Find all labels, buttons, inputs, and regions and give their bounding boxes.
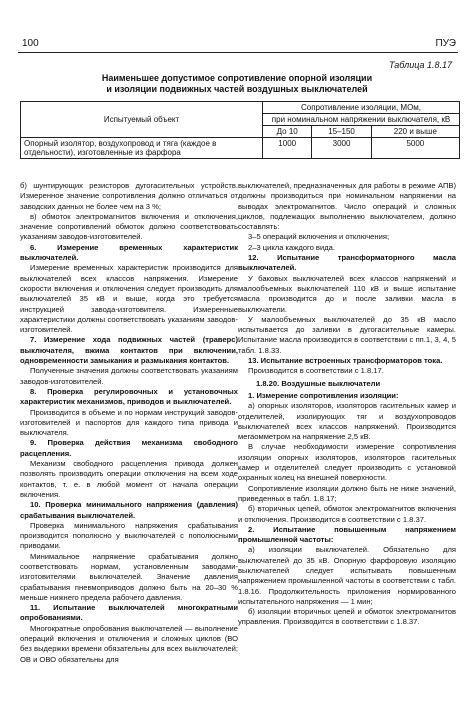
paragraph: выключателей, предназначенных для работы в режиме АПВ) должны производиться при номинальном напряжении на выводах электромагнитов. Число операций и сложных циклов, подлежащих выполнению выключателем, должно составлять: [238, 181, 456, 232]
section-heading: 10. Проверка минимального напряжения (давления) срабатывания выключателей. [20, 500, 238, 520]
running-header [18, 38, 458, 53]
section-heading: 2. Испытание повышенным напряжением промышленной частоты: [238, 524, 456, 545]
section-heading: 12. Испытание трансформаторного масла выключателей. [238, 253, 456, 273]
section-heading: 8. Проверка регулировочных и установочных характеристик механизмов, приводов и выключателей. [20, 386, 238, 407]
section-heading: 9. Проверка действия механизма свободного расцепления. [20, 438, 238, 458]
table-title [0, 73, 474, 95]
paragraph: Измерение временных характеристик производится для выключателей всех классов напряжения. Измерение скорости включения и отключения следует производить для выключателей 35 кВ и выше, когда это требуется инструкцией завода-изготовителя. Измеренные характеристики должны соответствовать указаниям заводов-изготовителей. [20, 263, 238, 335]
section-heading: 6. Измерение временных характеристик выключателей. [20, 242, 238, 263]
table-row [21, 138, 460, 159]
left-text-column [20, 181, 238, 665]
table-header-voltage: 15–150 [312, 126, 371, 138]
paragraph: Полученные значения должны соответствовать указаниям заводов-изготовителей. [20, 366, 238, 386]
section-heading: 11. Испытание выключателей многократными опробованиями. [20, 603, 238, 623]
table-header-resistance: Сопротивление изоляции, МОм, [263, 102, 460, 114]
section-heading: 1.8.20. Воздушные выключатели [256, 378, 381, 388]
right-text-column [238, 181, 456, 628]
paragraph: В случае необходимости измерение сопротивления изоляции опорных изоляторов, изоляторов гасительных камер и отделителей следует производить с установкой охранных колец на внешней поверхности. [238, 442, 456, 483]
table-header-resistance-sub: при номинальном напряжении выключателя, кВ [263, 114, 460, 126]
table-title-line: и изоляции подвижных частей воздушных выключателей [106, 84, 368, 94]
paragraph: Механизм свободного расцепления привода должен позволять производить операции отключения на всем ходе контактов, т. е. в любой момент от начала операции включения. [20, 459, 238, 499]
section-heading: 7. Измерение хода подвижных частей (траверс) выключателя, вжима контактов при включении, одновременности замыкания и размыкания контактов. [20, 335, 238, 366]
table-header-voltage: До 10 [263, 126, 312, 138]
paragraph: Проверка минимального напряжения срабатывания производится пополюсно у выключателей с пополюсными приводами. [20, 520, 238, 551]
paragraph: Производится в объеме и по нормам инструкций заводов-изготовителей и паспортов для каждого типа привода и выключателя. [20, 407, 238, 438]
table-cell-value: 5000 [371, 138, 459, 159]
paragraph: Сопротивление изоляции должно быть не ниже значений, приведенных в табл. 1.8.17; [238, 483, 456, 503]
table-cell-object: Опорный изолятор, воздухопровод и тяга (каждое в отдельности), изготовленные из фарфора [21, 138, 263, 159]
paragraph: б) изоляции вторичных цепей и обмоток электромагнитов управления. Производится в соответствии с 1.8.37. [238, 607, 456, 627]
table-header-voltage: 220 и выше [371, 126, 459, 138]
section-heading: 13. Испытание встроенных трансформаторов тока. [248, 356, 443, 366]
table-cell-value: 1000 [263, 138, 312, 159]
paragraph: б) вторичных цепей, обмоток электромагнитов включения и отключения. Производится в соответствии с 1.8.37. [238, 504, 456, 524]
paragraph: Минимальное напряжение срабатывания должно соответствовать нормам, установленным заводами-изготовителями выключателей. Значение давления срабатывания пневмоприводов должно быть на 20–30 % меньше нижнего предела рабочего давления. [20, 551, 238, 602]
paragraph: а) изоляции выключателей. Обязательно для выключателей до 35 кВ. Опорную фарфоровую изоляцию выключателей следует испытывать повышенным напряжением промышленной частоты в соответствии с табл. 1.8.16. Продолжительность приложения нормированного испытательного напряжения — 1 мин; [238, 545, 456, 606]
running-section-title: ПУЭ [435, 38, 456, 49]
table-cell-value: 3000 [312, 138, 371, 159]
paragraph: 3–5 операций включения и отключения; [248, 232, 390, 242]
paragraph: У малообъемных выключателей до 35 кВ масло испытывается до заливки в дугогасительные камеры. Испытание масла производится в соответствии с пп.1, 3, 4, 5 табл. 1.8.33. [238, 314, 456, 355]
table-caption: Таблица 1.8.17 [388, 60, 452, 70]
section-heading: 1. Измерение сопротивления изоляции: [248, 390, 399, 400]
paragraph: Производится в соответствии с 1.8.17. [248, 366, 384, 376]
paragraph: Многократные опробования выключателей — выполнение операций включения и отключения и сложных циклов (ВО без выдержки времени обязательны для всех выключателей; ОВ и ОВО обязательны для [20, 623, 238, 664]
paragraph: а) опорных изоляторов, изоляторов гасительных камер и отделителей, изолирующих тяг и воздухопроводов выключателей всех классов напряжений. Производится мегаомметром на напряжение 2,5 кВ. [238, 401, 456, 442]
table-title-line: Наименьшее допустимое сопротивление опорной изоляции [101, 73, 373, 83]
page-number: 100 [22, 38, 39, 49]
paragraph: б) шунтирующих резисторов дугогасительных устройств. Измеренное значение сопротивления должно отличаться от заводских данных не более чем на 3 %; [20, 181, 238, 211]
table-header-object: Испытуемый объект [21, 102, 263, 138]
resistance-table [20, 101, 460, 159]
paragraph: 2–3 цикла каждого вида. [248, 242, 335, 252]
paragraph: У баковых выключателей всех классов напряжений и малообъемных выключателей 110 кВ и выше испытание масла производится до и после заливки масла в выключатели. [238, 273, 456, 314]
paragraph: в) обмоток электромагнитов включения и отключения, значение сопротивлений обмоток должно соответствовать указаниям заводов-изготовителей. [20, 211, 238, 242]
